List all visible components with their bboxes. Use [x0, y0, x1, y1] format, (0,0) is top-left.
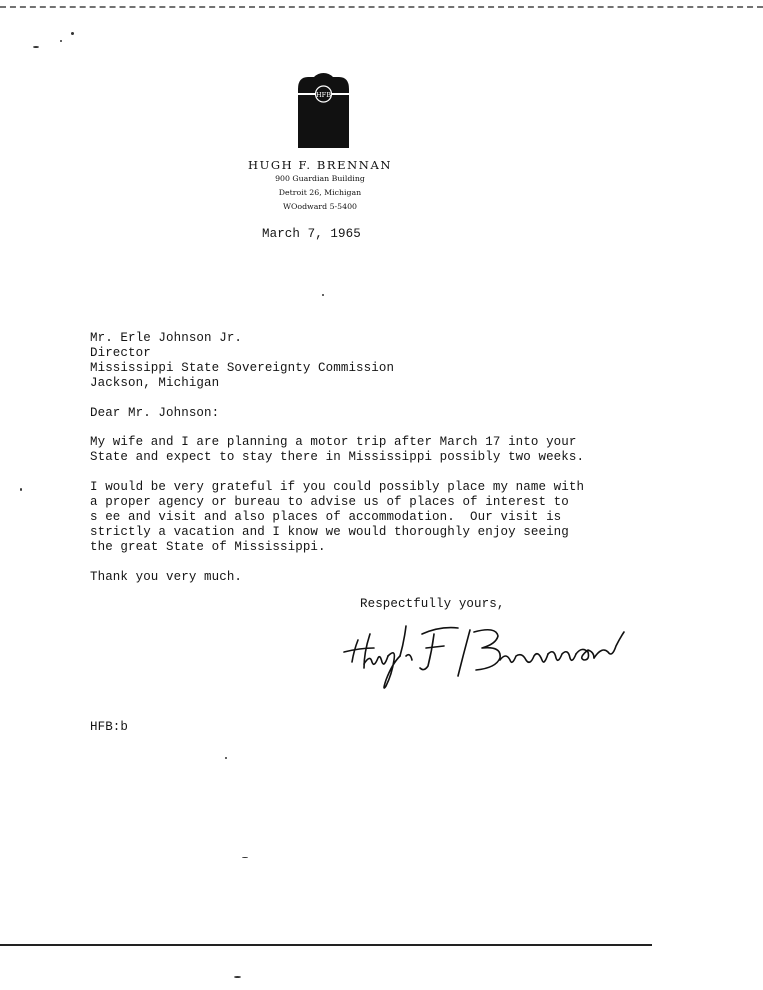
typist-initials: HFB:b [90, 720, 129, 734]
scan-speck [322, 294, 324, 296]
body-paragraph1-line: State and expect to stay there in Mississippi possibly two weeks. [90, 450, 585, 464]
letter-date: March 7, 1965 [262, 227, 361, 241]
letterhead-name: HUGH F. BRENNAN [247, 158, 393, 172]
letterhead-phone: WOodward 5-5400 [282, 202, 358, 211]
letterhead-address-line1: 900 Guardian Building [275, 174, 365, 183]
handwritten-signature [340, 612, 630, 692]
body-paragraph2-line: I would be very grateful if you could possibly place my name with [90, 480, 585, 494]
body-paragraph2-line: strictly a vacation and I know we would thoroughly enjoy seeing [90, 525, 569, 539]
closing: Respectfully yours, [360, 597, 505, 611]
svg-text:HFB: HFB [316, 91, 331, 99]
body-paragraph2-line: a proper agency or bureau to advise us of places of interest to [90, 495, 569, 509]
body-paragraph1-line: My wife and I are planning a motor trip after March 17 into your [90, 435, 577, 449]
scan-speck [71, 32, 74, 35]
recipient-name: Mr. Erle Johnson Jr. [90, 331, 243, 345]
salutation: Dear Mr. Johnson: [90, 406, 220, 420]
body-paragraph2-line: the great State of Mississippi. [90, 540, 326, 554]
bottom-edge-rule [0, 944, 652, 946]
scan-speck [33, 46, 39, 48]
body-paragraph2-line: s ee and visit and also places of accommodation. Our visit is [90, 510, 562, 524]
scan-speck [60, 40, 62, 42]
recipient-city: Jackson, Michigan [90, 376, 220, 390]
scan-speck [234, 976, 241, 978]
scan-speck [225, 757, 227, 759]
scan-speck [242, 857, 248, 858]
body-paragraph3: Thank you very much. [90, 570, 243, 584]
recipient-title: Director [90, 346, 151, 360]
top-edge-rule [0, 0, 763, 8]
recipient-organization: Mississippi State Sovereignty Commission [90, 361, 395, 375]
letterhead-address-line2: Detroit 26, Michigan [278, 188, 362, 197]
scan-speck [20, 488, 22, 491]
brennan-monogram-logo [296, 73, 351, 148]
